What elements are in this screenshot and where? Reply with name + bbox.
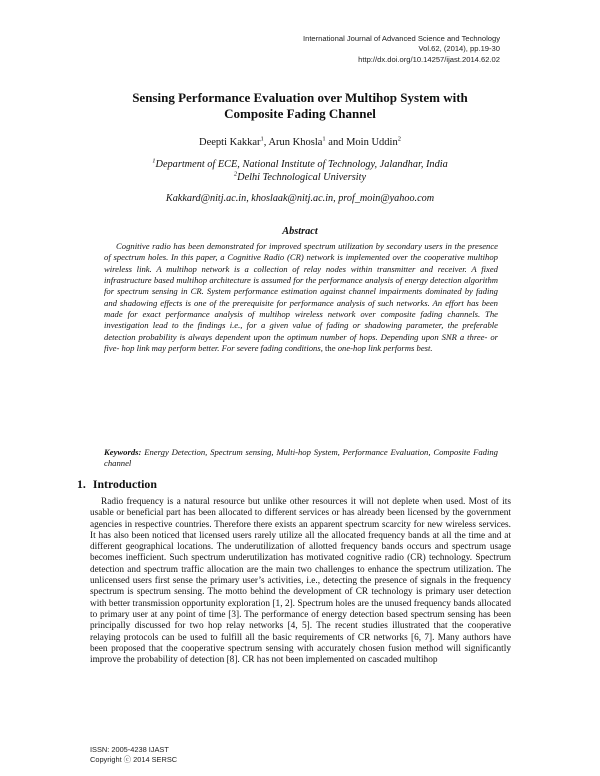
affiliations xyxy=(90,158,510,184)
author-name: Moin Uddin xyxy=(346,137,398,148)
footer-issn: ISSN: 2005-4238 IJAST xyxy=(90,745,169,754)
abstract-the: the xyxy=(325,343,336,354)
section-title: Introduction xyxy=(92,477,157,491)
journal-doi[interactable]: http://dx.doi.org/10.14257/ijast.2014.62.02 xyxy=(358,54,500,64)
title-line-2: Composite Fading Channel xyxy=(224,105,376,121)
author-affil-marker: 2 xyxy=(397,135,401,143)
abstract-heading: Abstract xyxy=(282,226,318,237)
page-footer xyxy=(90,745,177,765)
title-line-1: Sensing Performance Evaluation over Multihop System with xyxy=(132,90,468,105)
author-name: Arun Khosla xyxy=(268,137,323,148)
affiliation-marker: 1 xyxy=(152,157,156,165)
abstract-text: Cognitive radio has been demonstrated for improved spectrum utilization by secondary users in the presence of spectrum holes. In this paper, a Cognitive Radio (CR) network is implemented over the cooperative multihop wireless link. A multihop network is a collection of relay nodes within transmitter and receiver. A fixed infrastructure based multihop architecture is assumed for the performance analysis of energy detection algorithm for spectrum sensing in CR. System performance estimation against channel impairments dominated by fading and shadowing effects is one of the prerequisite for performance analysis of such networks. An effort has been made for exact performance analysis of multihop wireless network over composite fading channels. The investigation lead to the findings i.e., for a given value of fading or shadowing parameter, the preferable detection probability is always dependent upon the optimum number of hops. Depending upon SNR a three- or five- hop link may perform better. For severe fading conditions xyxy=(104,241,498,354)
keywords xyxy=(104,447,498,470)
section-heading-introduction xyxy=(77,477,157,492)
author-emails[interactable]: Kakkard@nitj.ac.in, khoslaak@nitj.ac.in, prof_moin@yahoo.com xyxy=(165,193,435,204)
author-affil-marker: 1 xyxy=(322,135,326,143)
paper-title xyxy=(90,90,510,121)
introduction-paragraph: Radio frequency is a natural resource but unlike other resources it will not deplete when used. Most of its usable or beneficial part has been allocated to different services or has already been licensed by the government agencies in respective countries. Therefore there exists an apparent spectrum scarcity for new wireless services. It has also been noticed that licensed users rarely utilize all the allocated frequency bands at all the time and at different geographical locations. The underutilization of allotted frequency bands occurs and spectrum usage becomes inefficient. Such spectrum underutilization has motivated cognitive radio (CR) technology. Spectrum detection and spectrum traffic allocation are the main two challenges to enhance the spectrum utilization. The unlicensed users first sense the primary user’s activities, i.e., detecting the presence of signals in the frequency spectrum is spectrum sensing. The motto behind the development of CR technology is primary user detection with better transmission opportunity exploration [1, 2]. Spectrum holes are the unused frequency bands allocated to primary user at any point of time [3]. The performance of energy detection based spectrum sensing has been principally discussed for two hop relay networks [4, 5]. The recent studies illustrated that the cooperative relaying protocols can be used to fulfill all the basic requirements of CR networks [6, 7]. Many authors have been proposed that the cooperative spectrum sensing with accurately chosen fusion method will significantly improve the probability of detection [8]. CR has not been implemented on cascaded multihop xyxy=(90,497,511,666)
abstract-comma: , xyxy=(320,343,326,354)
abstract-ending: one-hop link performs best. xyxy=(335,343,433,354)
affiliation xyxy=(90,158,510,171)
journal-name: International Journal of Advanced Science and Technology xyxy=(302,34,500,43)
journal-volume: Vol.62, (2014), pp.19-30 xyxy=(418,44,500,54)
section-number: 1. xyxy=(77,477,86,491)
journal-header xyxy=(303,34,500,65)
keywords-text: Energy Detection, Spectrum sensing, Multi-hop System, Performance Evaluation, Composite Fading channel xyxy=(104,447,498,469)
keywords-label: Keywords: xyxy=(104,447,142,457)
author-name: Deepti Kakkar xyxy=(199,137,261,148)
affiliation-text: Department of ECE, National Institute of Technology, Jalandhar, India xyxy=(155,159,448,170)
author-list xyxy=(90,137,510,148)
author-separator: and xyxy=(325,137,347,148)
affiliation xyxy=(90,171,510,184)
affiliation-marker: 2 xyxy=(233,170,238,178)
abstract-body xyxy=(104,241,498,354)
author-affil-marker: 1 xyxy=(260,135,264,143)
author-separator: , xyxy=(263,137,269,148)
footer-copyright: Copyright ⓒ 2014 SERSC xyxy=(90,755,178,764)
affiliation-text: Delhi Technological University xyxy=(237,172,367,183)
